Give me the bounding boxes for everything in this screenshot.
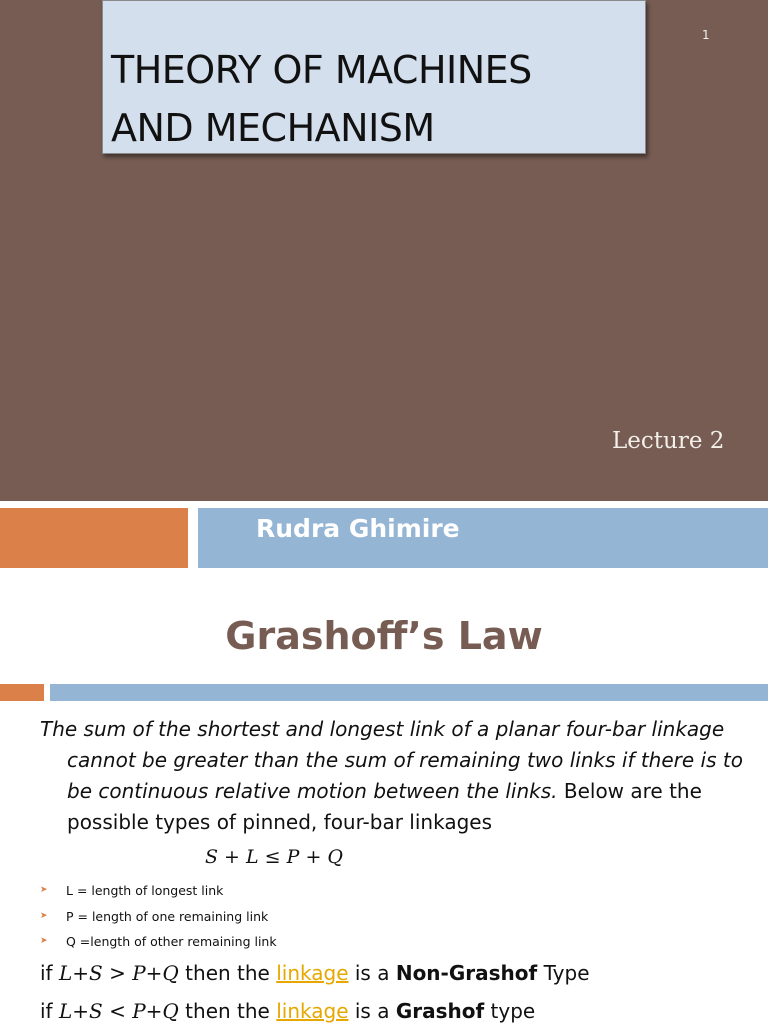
title-line-2: AND MECHANISM	[111, 106, 435, 150]
condition-non-grashof: if L+S > P+Q then the linkage is a Non-Grashof Type	[40, 961, 590, 985]
orange-accent-block	[0, 508, 188, 568]
linkage-link[interactable]: linkage	[276, 961, 349, 985]
bullet-arrow-icon: ➤	[40, 936, 48, 946]
type-name: Grashof	[395, 999, 485, 1023]
page-number: 1	[702, 28, 710, 42]
title-slide	[0, 0, 768, 501]
blue-accent-bar	[50, 684, 768, 701]
linkage-link[interactable]: linkage	[276, 999, 349, 1023]
bullet-arrow-icon: ➤	[40, 885, 48, 895]
variable-list	[40, 880, 277, 957]
slide2-title: Grashoff’s Law	[225, 614, 543, 658]
definition-tail: Below are the possible types of pinned, four-bar linkages	[67, 779, 702, 834]
author-name: Rudra Ghimire	[256, 514, 460, 543]
grashof-formula: S + L ≤ P + Q	[205, 846, 343, 868]
bullet-arrow-icon: ➤	[40, 910, 48, 921]
title-line-1: THEORY OF MACHINES	[111, 48, 532, 92]
lecture-label: Lecture 2	[612, 428, 725, 454]
condition-grashof: if L+S < P+Q then the linkage is a Grashof type	[40, 999, 536, 1023]
divider	[0, 501, 768, 508]
list-item: ➤ L = length of longest link	[40, 880, 277, 906]
orange-accent-bar	[0, 684, 44, 701]
title-box	[102, 0, 646, 154]
list-item: ➤ Q =length of other remaining link	[40, 931, 277, 957]
definition-paragraph	[40, 714, 752, 838]
slide-title	[111, 41, 532, 157]
definition-italic: The sum of the shortest and longest link of a planar four-bar linkage cannot be greater than the sum of remaining two links if there is to be continuous relative motion between the links.	[40, 717, 743, 803]
list-item: ➤ P = length of one remaining link	[40, 906, 277, 932]
type-name: Non-Grashof	[395, 961, 538, 985]
